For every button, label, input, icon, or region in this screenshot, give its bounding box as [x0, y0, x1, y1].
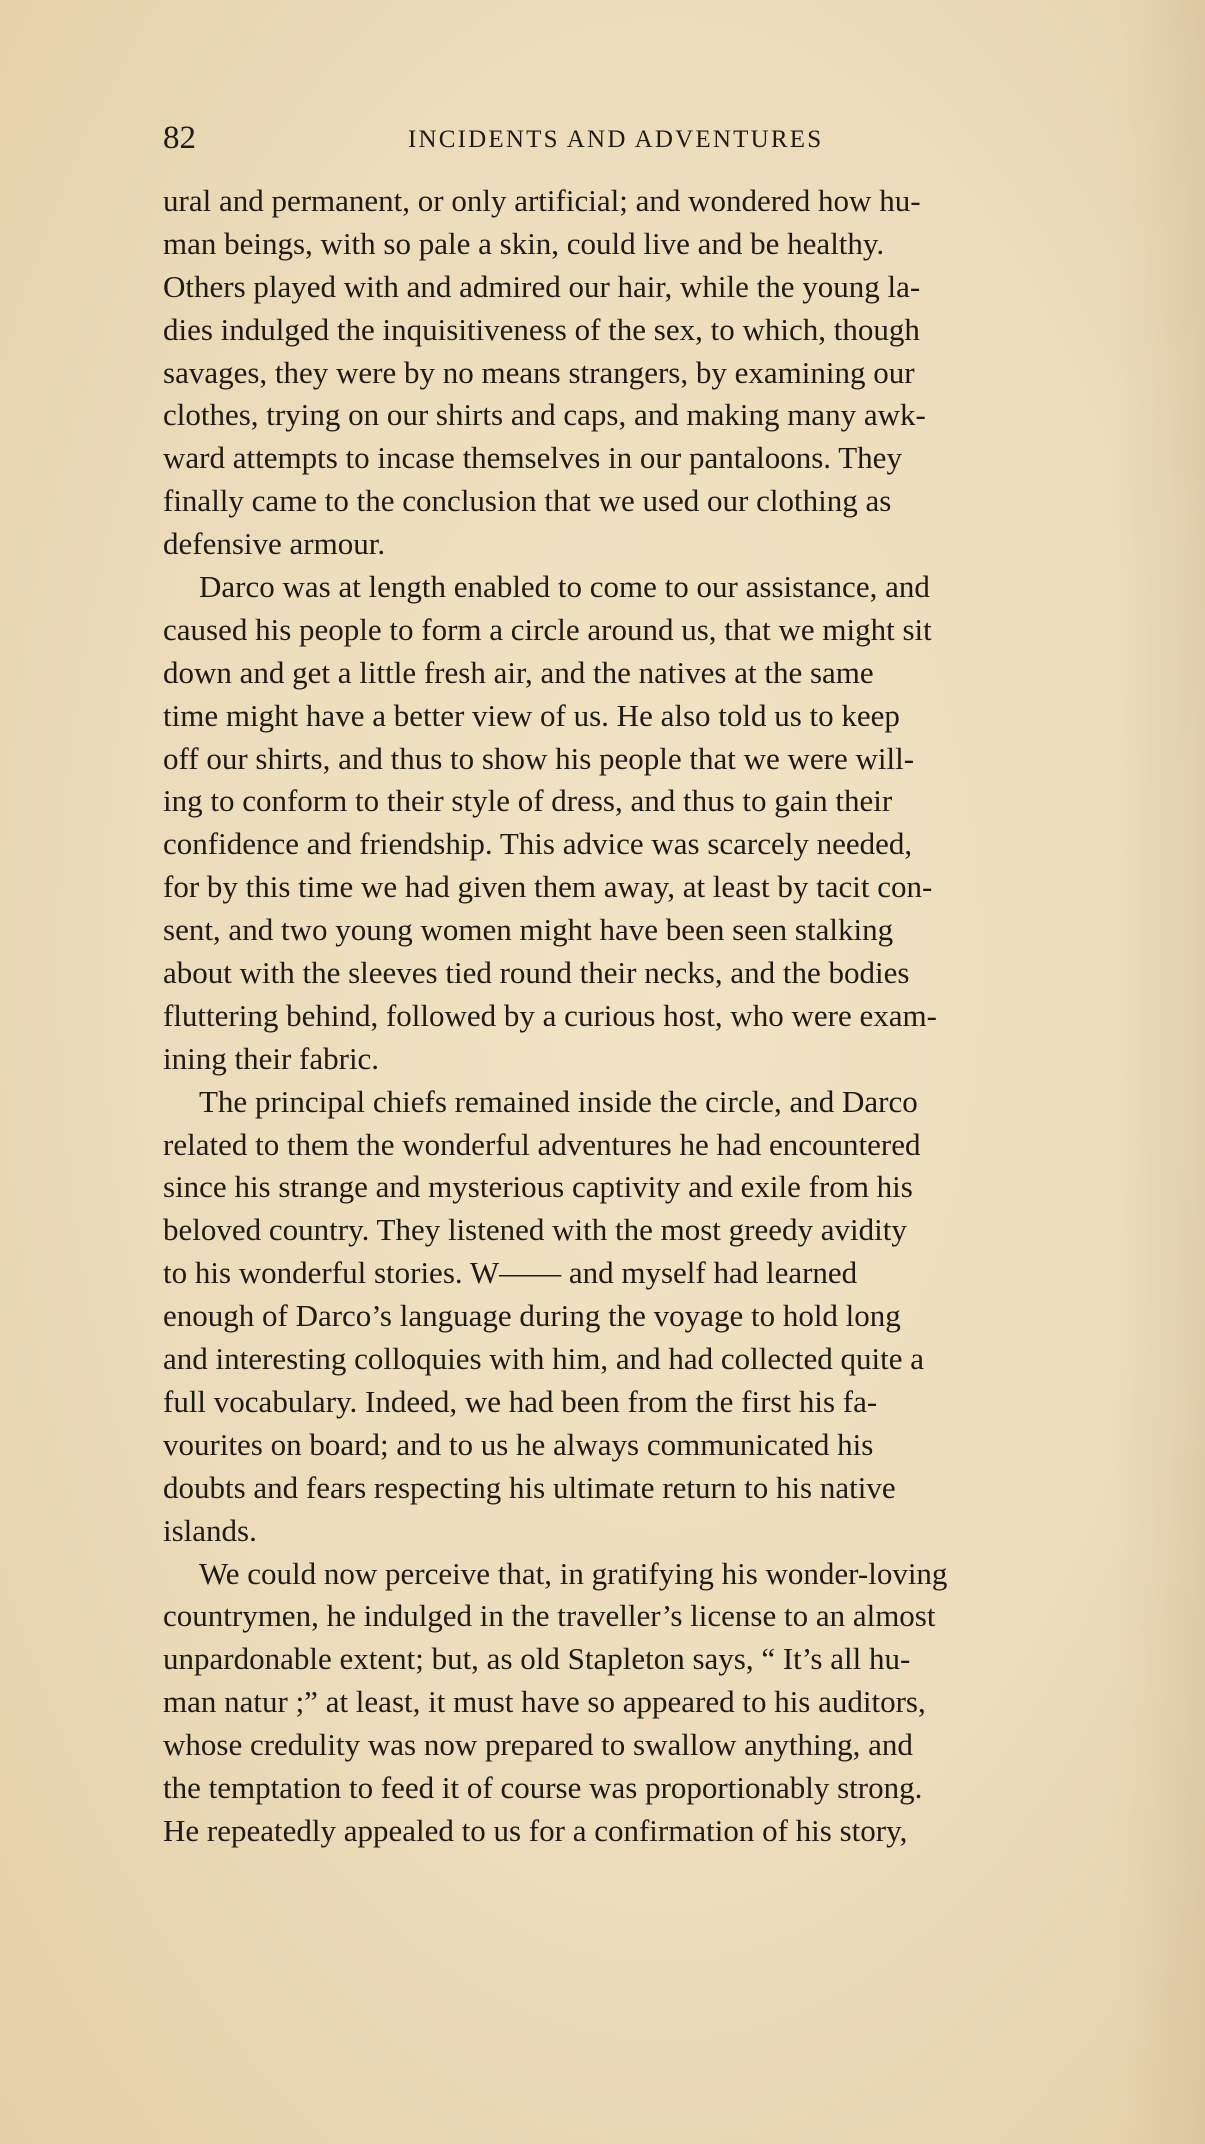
- text-line: islands.: [163, 1512, 257, 1548]
- text-line: doubts and fears respecting his ultimate return to his native: [163, 1469, 896, 1505]
- page-header: [163, 118, 903, 158]
- text-line: enough of Darco’s language during the voyage to hold long: [163, 1298, 901, 1334]
- text-line: time might have a better view of us. He also told us to keep: [163, 697, 900, 733]
- text-line: the temptation to feed it of course was proportionably strong.: [163, 1769, 923, 1805]
- text-line: ural and permanent, or only artificial; and wondered how hu-: [163, 183, 921, 218]
- page-number: 82: [163, 120, 196, 156]
- text-line: beloved country. They listened with the most greedy avidity: [163, 1212, 907, 1248]
- text-line: savages, they were by no means strangers, by examining our: [163, 354, 915, 390]
- text-line: since his strange and mysterious captivity and exile from his: [163, 1169, 913, 1205]
- text-line: dies indulged the inquisitiveness of the sex, to which, though: [163, 311, 920, 347]
- text-line: ining their fabric.: [163, 1040, 380, 1076]
- paragraph-start-line: The principal chiefs remained inside the circle, and Darco: [199, 1083, 918, 1119]
- paragraph-start-line: We could now perceive that, in gratifying his wonder-loving: [199, 1555, 948, 1591]
- text-line: caused his people to form a circle around us, that we might sit: [163, 611, 932, 647]
- text-line: Others played with and admired our hair, while the young la-: [163, 268, 921, 304]
- text-line: ing to conform to their style of dress, and thus to gain their: [163, 783, 893, 819]
- text-line: unpardonable extent; but, as old Stapleton says, “ It’s all hu-: [163, 1641, 911, 1677]
- body-text: [163, 180, 1163, 1853]
- running-head: INCIDENTS AND ADVENTURES: [408, 126, 824, 153]
- text-line: vourites on board; and to us he always communicated his: [163, 1426, 874, 1462]
- text-line: whose credulity was now prepared to swallow anything, and: [163, 1727, 913, 1763]
- text-line: and interesting colloquies with him, and had collected quite a: [163, 1341, 925, 1377]
- text-line: off our shirts, and thus to show his people that we were will-: [163, 740, 915, 776]
- text-line: fluttering behind, followed by a curious host, who were exam-: [163, 997, 937, 1033]
- text-line: confidence and friendship. This advice was scarcely needed,: [163, 826, 913, 862]
- text-line: down and get a little fresh air, and the natives at the same: [163, 654, 874, 690]
- text-line: man beings, with so pale a skin, could live and be healthy.: [163, 225, 885, 261]
- text-line: countrymen, he indulged in the traveller’s license to an almost: [163, 1598, 936, 1634]
- text-line: finally came to the conclusion that we used our clothing as: [163, 483, 892, 519]
- text-line: ward attempts to incase themselves in our pantaloons. They: [163, 440, 902, 476]
- text-line: man natur ;” at least, it must have so appeared to his auditors,: [163, 1684, 926, 1720]
- text-line: for by this time we had given them away, at least by tacit con-: [163, 869, 933, 905]
- text-line: about with the sleeves tied round their necks, and the bodies: [163, 955, 910, 991]
- paragraph-start-line: Darco was at length enabled to come to our assistance, and: [199, 569, 930, 605]
- text-line: related to them the wonderful adventures he had encountered: [163, 1126, 921, 1162]
- text-line: to his wonderful stories. W—— and myself had learned: [163, 1255, 858, 1291]
- text-line: clothes, trying on our shirts and caps, and making many awk-: [163, 397, 926, 433]
- text-line: full vocabulary. Indeed, we had been from the first his fa-: [163, 1383, 878, 1419]
- text-line: He repeatedly appealed to us for a confirmation of his story,: [163, 1812, 908, 1848]
- text-line: defensive armour.: [163, 526, 386, 562]
- text-line: sent, and two young women might have been seen stalking: [163, 912, 894, 948]
